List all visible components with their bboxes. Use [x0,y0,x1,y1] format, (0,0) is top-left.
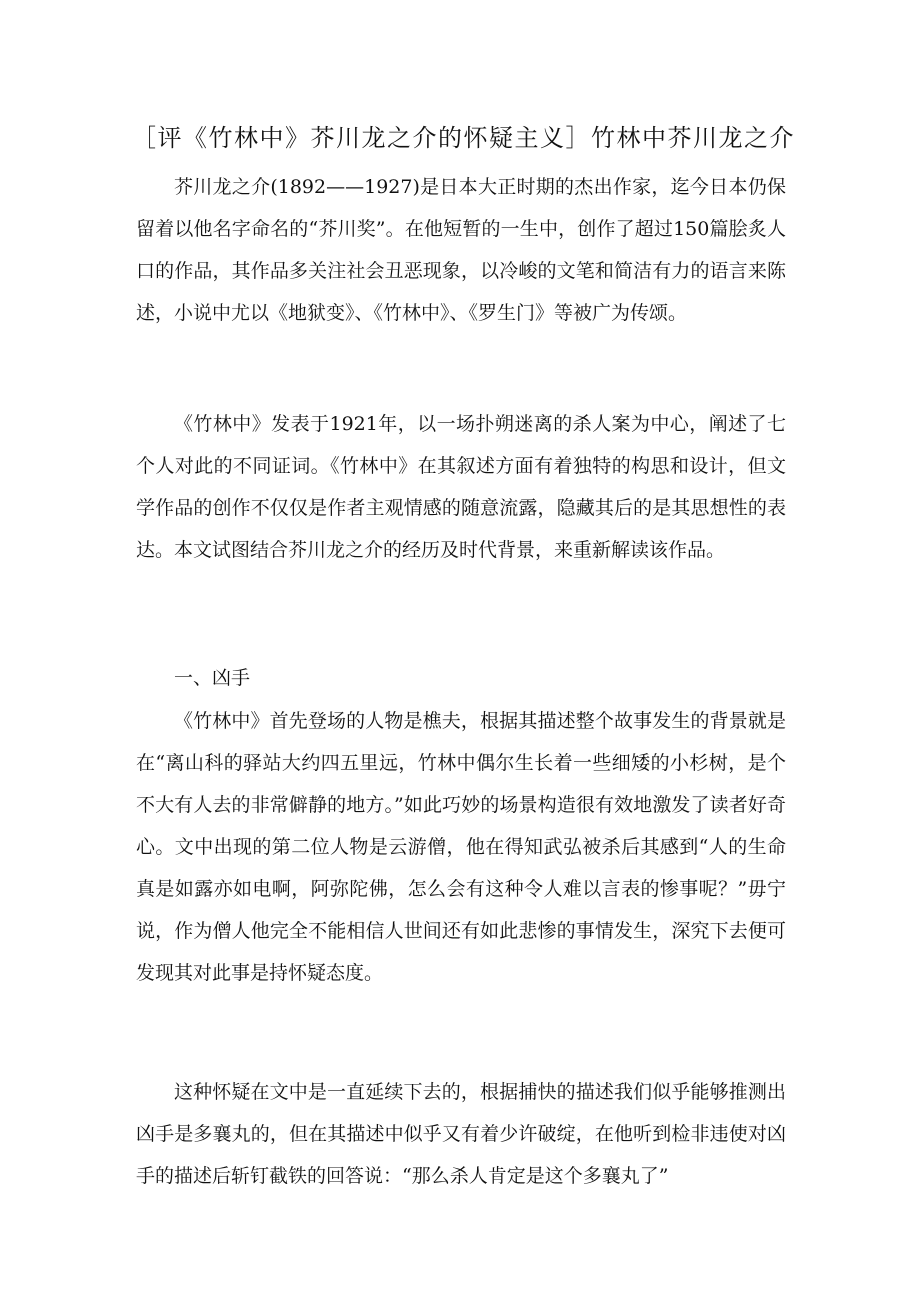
paragraph-doubt-continues: 这种怀疑在文中是一直延续下去的，根据捕快的描述我们似乎能够推测出凶手是多襄丸的，但在其描述中似乎又有着少许破绽，在他听到检非违使对凶手的描述后斩钉截铁的回答说：“那么杀人肯定是这个多襄丸了” [136,1081,786,1187]
paragraph-woodcutter-monk: 《竹林中》首先登场的人物是樵夫，根据其描述整个故事发生的背景就是在“离山科的驿站大约四五里远，竹林中偶尔生长着一些细矮的小杉树，是个不大有人去的非常僻静的地方。”如此巧妙的场景构造很有效地激发了读者好奇心。文中出现的第二位人物是云游僧，他在得知武弘被杀后其感到“人的生命真是如露亦如电啊，阿弥陀佛，怎么会有这种令人难以言表的惨事呢？”毋宁说，作为僧人他完全不能相信人世间还有如此悲惨的事情发生，深究下去便可发现其对此事是持怀疑态度。 [136,710,786,984]
paragraph-bamboo-grove-summary: 《竹林中》发表于1921年，以一场扑朔迷离的杀人案为中心，阐述了七个人对此的不同证词。《竹林中》在其叙述方面有着独特的构思和设计，但文学作品的创作不仅仅是作者主观情感的随意流露，隐藏其后的是其思想性的表达。本文试图结合芥川龙之介的经历及时代背景，来重新解读该作品。 [136,413,786,561]
paragraph-intro: 芥川龙之介(1892——1927)是日本大正时期的杰出作家，迄今日本仍保留着以他名字命名的“芥川奖”。在他短暂的一生中，创作了超过150篇脍炙人口的作品，其作品多关注社会丑恶现象，以冷峻的文笔和简洁有力的语言来陈述，小说中尤以《地狱变》、《竹林中》、《罗生门》等被广为传颂。 [136,176,786,324]
document-title: ［评《竹林中》芥川龙之介的怀疑主义］竹林中芥川龙之介 [132,124,795,152]
section-heading-murderer: 一、凶手 [174,667,251,689]
